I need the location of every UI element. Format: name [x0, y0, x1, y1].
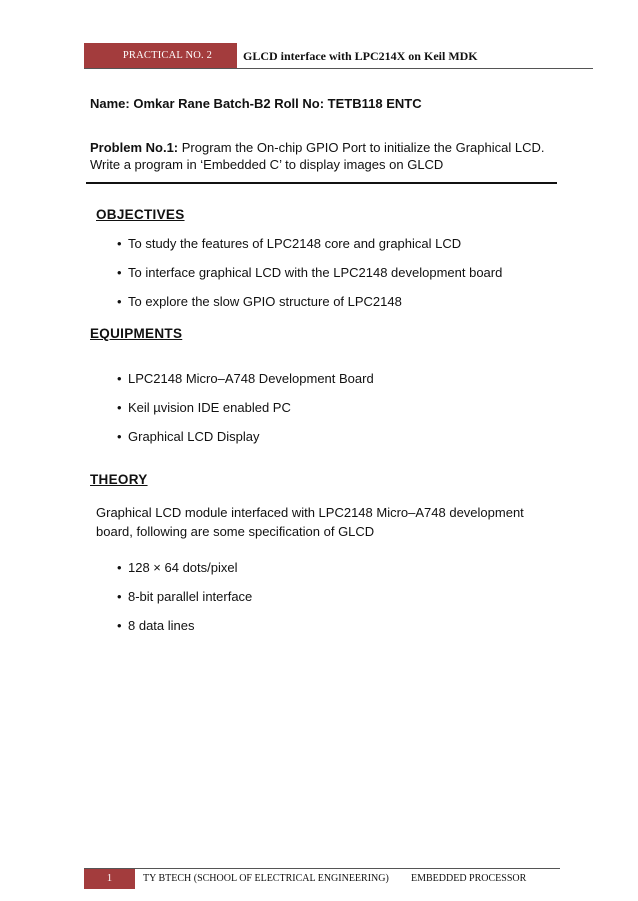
bullet-icon: • [117, 294, 122, 309]
theory-paragraph: Graphical LCD module interfaced with LPC2148 Micro–A748 development board, following are some specification of GLCD [96, 505, 524, 539]
problem-statement [90, 139, 565, 173]
problem-text: Program the On-chip GPIO Port to initialize the Graphical LCD. Write a program in ‘Embedded C’ to display images on GLCD [90, 140, 545, 172]
bullet-icon: • [117, 236, 122, 251]
bullet-icon: • [117, 618, 122, 633]
spec-item: • 128 × 64 dots/pixel [117, 560, 238, 575]
equipment-item: • Graphical LCD Display [117, 429, 260, 444]
bullet-icon: • [117, 560, 122, 575]
equipment-item: • LPC2148 Micro–A748 Development Board [117, 371, 374, 386]
footer-school: TY BTECH (SCHOOL OF ELECTRICAL ENGINEERING) [143, 873, 389, 884]
theory-heading: THEORY [90, 472, 148, 487]
equipments-heading: EQUIPMENTS [90, 326, 183, 341]
bullet-icon: • [117, 371, 122, 386]
objective-item: • To interface graphical LCD with the LPC2148 development board [117, 265, 503, 280]
student-details: Name: Omkar Rane Batch-B2 Roll No: TETB118 ENTC [90, 96, 422, 111]
footer-divider [84, 868, 560, 869]
page-number: 1 [84, 869, 135, 889]
bullet-icon: • [117, 589, 122, 604]
footer-course: EMBEDDED PROCESSOR [411, 873, 527, 884]
objective-item: • To explore the slow GPIO structure of LPC2148 [117, 294, 402, 309]
bullet-icon: • [117, 400, 122, 415]
header-title: GLCD interface with LPC214X on Keil MDK [243, 49, 478, 63]
objective-item: • To study the features of LPC2148 core and graphical LCD [117, 236, 462, 251]
spec-item: • 8-bit parallel interface [117, 589, 253, 604]
equipment-item: • Keil µvision IDE enabled PC [117, 400, 291, 415]
problem-label: Problem No.1: [90, 140, 179, 155]
practical-number-badge: PRACTICAL NO. 2 [84, 43, 237, 68]
header-divider [84, 68, 593, 69]
spec-item: • 8 data lines [117, 618, 195, 633]
bullet-icon: • [117, 265, 122, 280]
bullet-icon: • [117, 429, 122, 444]
objectives-heading: OBJECTIVES [96, 207, 185, 222]
problem-divider [86, 182, 557, 184]
